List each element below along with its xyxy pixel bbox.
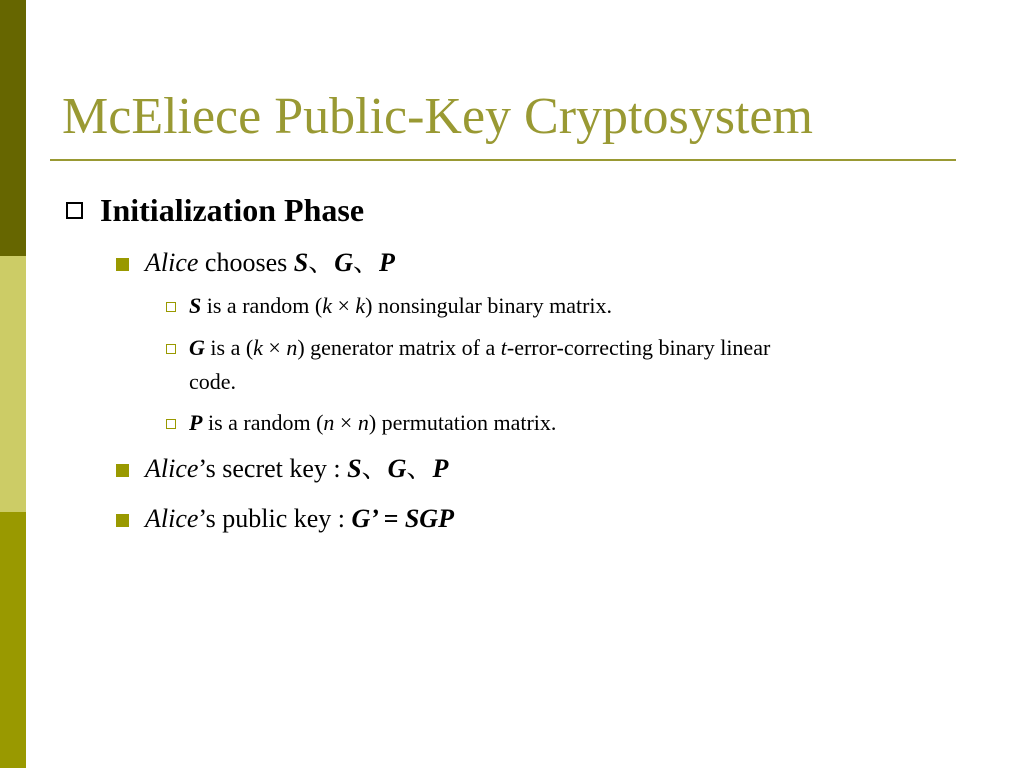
g-description — [189, 333, 770, 363]
var-p: P — [379, 248, 395, 277]
p-text: is a random ( — [202, 410, 324, 435]
side-bar-olive — [0, 512, 26, 768]
separator: 、 — [353, 248, 380, 277]
var-t: t — [500, 335, 507, 360]
var-n: n — [323, 410, 335, 435]
var-g: G — [387, 454, 407, 483]
public-key-line — [145, 502, 454, 536]
g-text-end: -error-correcting binary linear — [506, 335, 771, 360]
alice-chooses-line — [145, 246, 395, 280]
s-text: is a random ( — [201, 293, 323, 318]
var-k: k — [355, 293, 366, 318]
g-description-continued: code. — [189, 369, 237, 394]
s-text-end: ) nonsingular binary matrix. — [365, 293, 613, 318]
var-g: G — [189, 335, 205, 360]
var-k: k — [253, 335, 263, 360]
hollow-square-bullet-icon — [66, 202, 83, 219]
var-n: n — [357, 410, 369, 435]
section-heading — [100, 190, 364, 230]
var-p: P — [432, 454, 449, 483]
secret-key-text: ’s secret key : — [198, 454, 348, 483]
separator: 、 — [361, 454, 388, 483]
p-text-end: ) permutation matrix. — [368, 410, 557, 435]
times-symbol: × — [331, 293, 356, 318]
g-text-mid: ) generator matrix of a — [297, 335, 501, 360]
filled-square-bullet-icon — [116, 514, 129, 527]
times-symbol: × — [262, 335, 287, 360]
separator: 、 — [308, 248, 335, 277]
chooses-text: chooses — [198, 248, 294, 277]
section-heading-text: Initialization Phase — [100, 192, 365, 228]
small-hollow-square-bullet-icon — [166, 344, 176, 354]
s-description — [189, 291, 612, 321]
small-hollow-square-bullet-icon — [166, 302, 176, 312]
var-n: n — [286, 335, 298, 360]
filled-square-bullet-icon — [116, 258, 129, 271]
title-underline — [50, 159, 956, 161]
times-symbol: × — [334, 410, 358, 435]
var-k: k — [322, 293, 332, 318]
var-p: P — [189, 410, 203, 435]
public-key-text: ’s public key : — [198, 504, 352, 533]
var-g: G — [334, 248, 354, 277]
p-description — [189, 408, 556, 438]
alice-name: Alice — [145, 504, 199, 533]
var-s: S — [347, 454, 362, 483]
g-text: is a ( — [204, 335, 254, 360]
side-bar-light — [0, 256, 26, 512]
filled-square-bullet-icon — [116, 464, 129, 477]
separator: 、 — [406, 454, 433, 483]
public-key-formula: G’ = SGP — [351, 504, 454, 533]
secret-key-line — [145, 452, 448, 486]
var-s: S — [293, 248, 309, 277]
small-hollow-square-bullet-icon — [166, 419, 176, 429]
alice-name: Alice — [145, 248, 199, 277]
side-bar-dark — [0, 0, 26, 256]
slide-title: McEliece Public-Key Cryptosystem — [62, 88, 813, 145]
var-s: S — [189, 293, 202, 318]
alice-name: Alice — [145, 454, 199, 483]
